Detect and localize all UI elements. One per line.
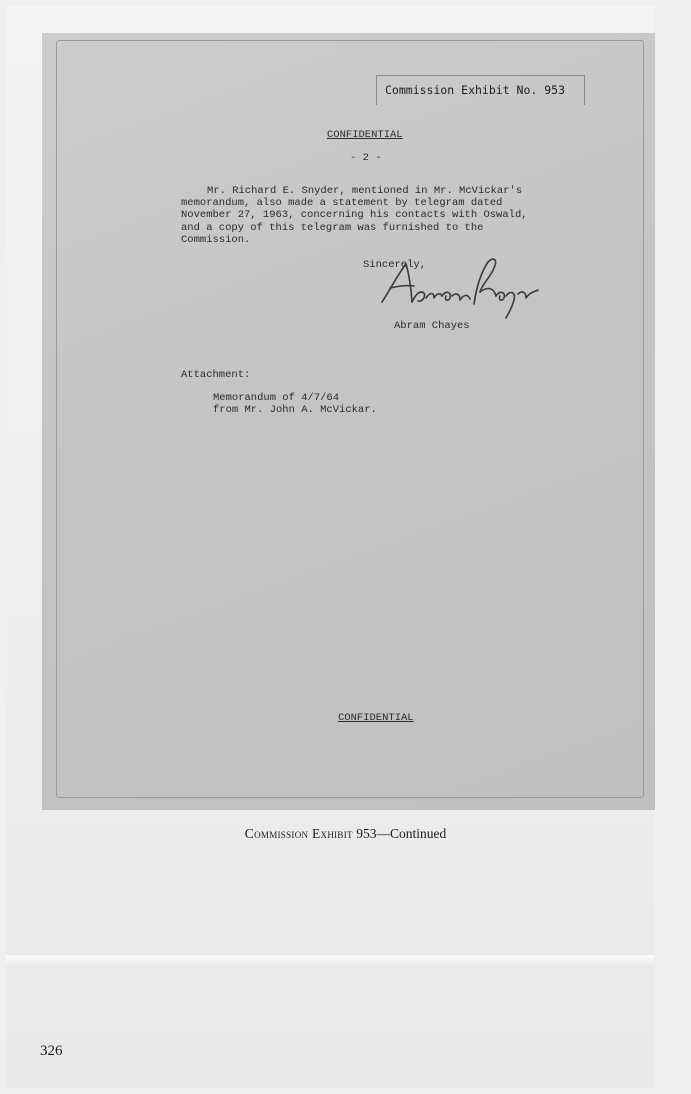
caption-suffix: 953—Continued — [352, 826, 447, 841]
body-line: Mr. Richard E. Snyder, mentioned in Mr. McVickar's — [207, 185, 523, 197]
handwritten-signature — [376, 250, 551, 320]
body-line: memorandum, also made a statement by telegram dated — [181, 197, 503, 209]
classification-bottom: CONFIDENTIAL — [338, 712, 414, 724]
signer-name: Abram Chayes — [394, 320, 470, 332]
body-line: Commission. — [181, 234, 251, 246]
exhibit-label: Commission Exhibit No. 953 — [385, 83, 566, 97]
classification-top: CONFIDENTIAL — [327, 129, 403, 141]
body-line: and a copy of this telegram was furnished to the — [181, 222, 484, 234]
attachment-line: from Mr. John A. McVickar. — [213, 404, 377, 416]
page-fold — [6, 955, 654, 965]
closing: Sincerely, — [363, 259, 427, 271]
caption-title: Commission Exhibit — [244, 826, 353, 841]
exhibit-caption — [0, 826, 691, 842]
body-line: November 27, 1963, concerning his contacts with Oswald, — [181, 209, 528, 221]
page-number: 326 — [40, 1043, 63, 1059]
attachment-line: Memorandum of 4/7/64 — [213, 392, 340, 404]
page-marker: - 2 - — [350, 152, 382, 164]
attachment-heading: Attachment: — [181, 369, 251, 381]
